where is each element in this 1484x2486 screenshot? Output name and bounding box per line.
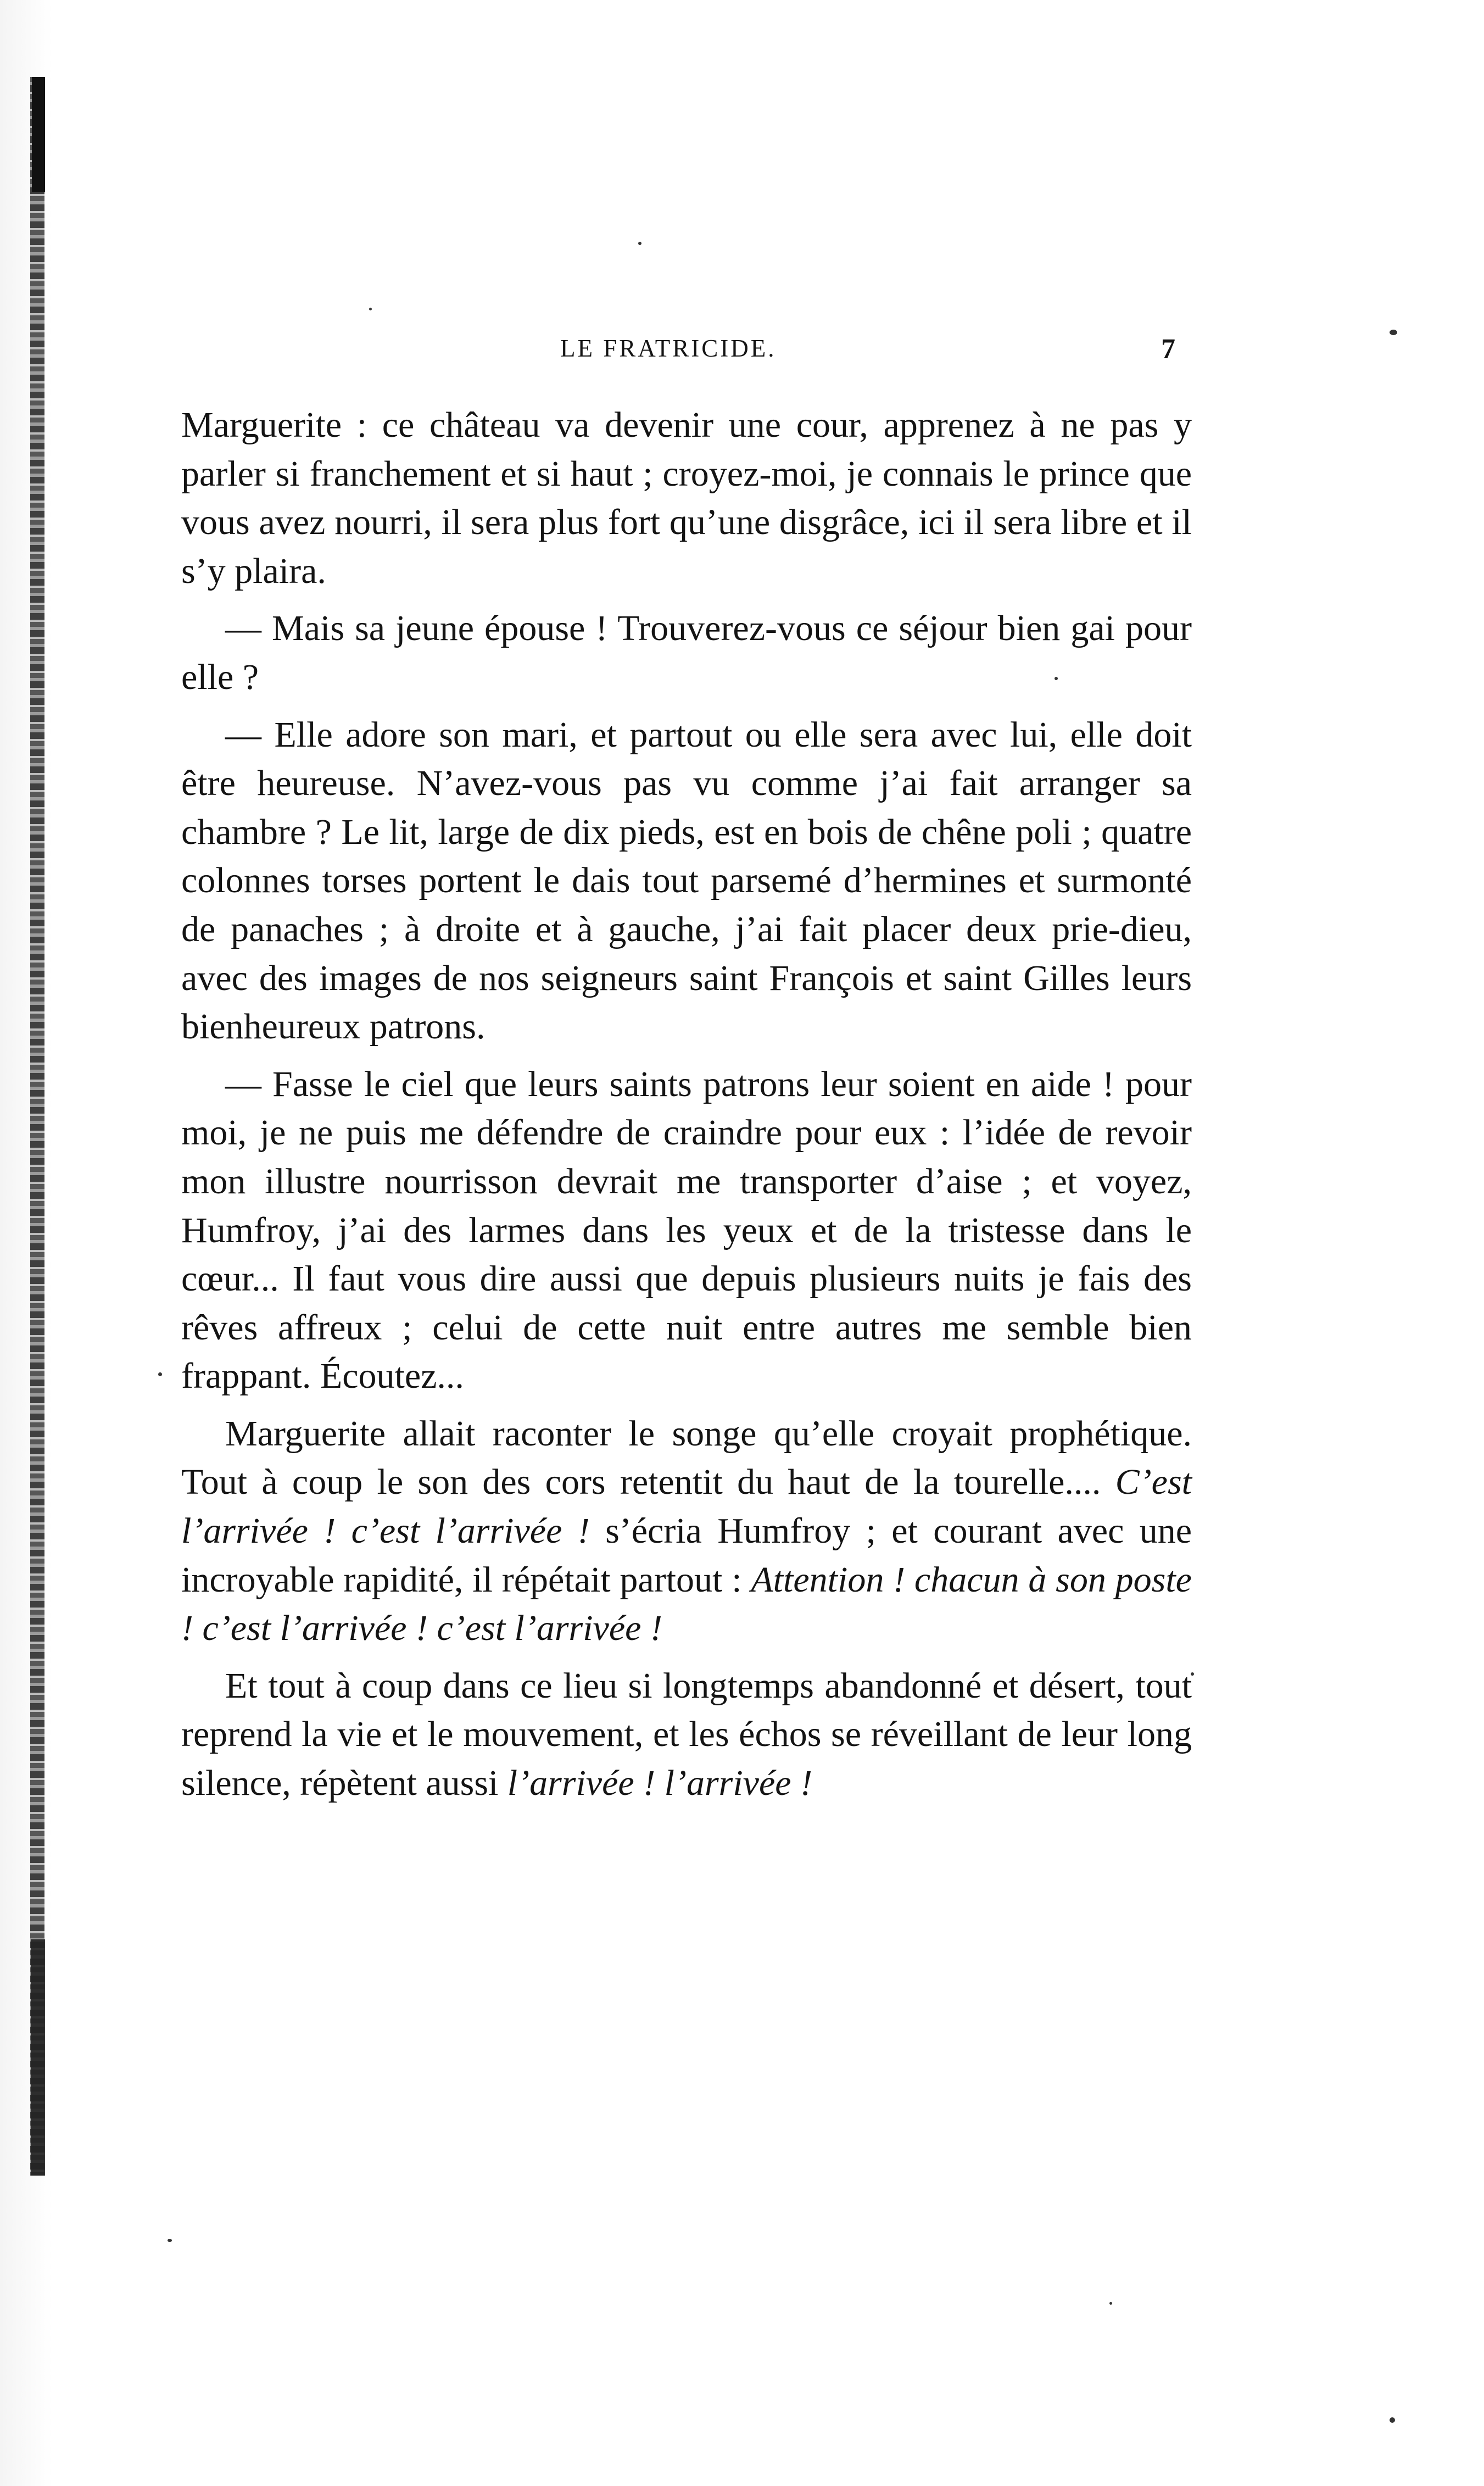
paragraph-text: — Mais sa jeune épouse ! Trouverez-vous ce séjour bien gai pour elle ?: [181, 608, 1192, 697]
scan-speck: [1109, 2302, 1112, 2305]
paragraph: [181, 401, 1192, 596]
paragraph-text: Et tout à coup dans ce lieu si longtemps abandonné et désert, tout reprend la vie et le mouvement, et les échos se réveillant de leur long silence, répètent aussi: [181, 1665, 1192, 1804]
scan-binding-edge-bottom: [31, 1939, 45, 2176]
paragraph: [181, 1410, 1192, 1653]
paragraph-italic-text: Attention ! chacun à son poste ! c’est l’arrivée ! c’est l’arrivée !: [181, 1559, 1192, 1649]
paragraph-text: Marguerite : ce château va devenir une cour, apprenez à ne pas y parler si franchement et si haut ; croyez-moi, je connais le prince que vous avez nourri, il sera plus fort qu’une disgrâce, ici il sera libre et il s’y plaira.: [181, 405, 1192, 591]
scan-speck: [168, 2239, 172, 2242]
paragraph-text: s’écria Humfroy ; et courant avec une incroyable rapidité, il répétait partout :: [181, 1511, 1192, 1600]
running-head: [0, 334, 1484, 372]
paragraph-italic-text: l’arrivée ! l’arrivée !: [507, 1763, 813, 1804]
paragraph-italic-text: C’est l’arrivée ! c’est l’arrivée !: [181, 1462, 1192, 1551]
body-text: [181, 401, 1192, 1808]
paragraph: [181, 1060, 1192, 1401]
paragraph-text: Marguerite allait raconter le songe qu’elle croyait prophétique. Tout à coup le son des cors retentit du haut de la tourelle....: [181, 1413, 1192, 1503]
running-title: LE FRATRICIDE.: [560, 335, 777, 362]
scan-speck: [1390, 2417, 1395, 2423]
scan-speck: [369, 308, 372, 310]
page-number: 7: [1161, 333, 1175, 365]
scan-speck: [638, 242, 641, 245]
scan-speck: [158, 1372, 162, 1376]
paragraph-text: — Fasse le ciel que leurs saints patrons leur soient en aide ! pour moi, je ne puis me défendre de craindre pour eux : l’idée de revoir mon illustre nourrisson devrait me transporter d’aise ; et voyez, Humfroy, j’ai des larmes dans les yeux et de la tristesse dans le cœur... Il faut vous dire aussi que depuis plusieurs nuits je fais des rêves affreux ; celui de cette nuit entre autres me semble bien frappant. Écoutez...: [181, 1064, 1192, 1397]
paragraph-text: — Elle adore son mari, et partout ou elle sera avec lui, elle doit être heureuse. N’avez-vous pas vu comme j’ai fait arranger sa chambre ? Le lit, large de dix pieds, est en bois de chêne poli ; quatre colonnes torses portent le dais tout parsemé d’hermines et surmonté de panaches ; à droite et à gauche, j’ai fait placer deux prie-dieu, avec des images de nos seigneurs saint François et saint Gilles leurs bienheureux patrons.: [181, 714, 1192, 1047]
paragraph: [181, 711, 1192, 1052]
scan-binding-edge-top: [32, 77, 45, 192]
paragraph: [181, 604, 1192, 702]
paragraph: [181, 1662, 1192, 1808]
scan-binding-edge: [30, 77, 44, 2176]
